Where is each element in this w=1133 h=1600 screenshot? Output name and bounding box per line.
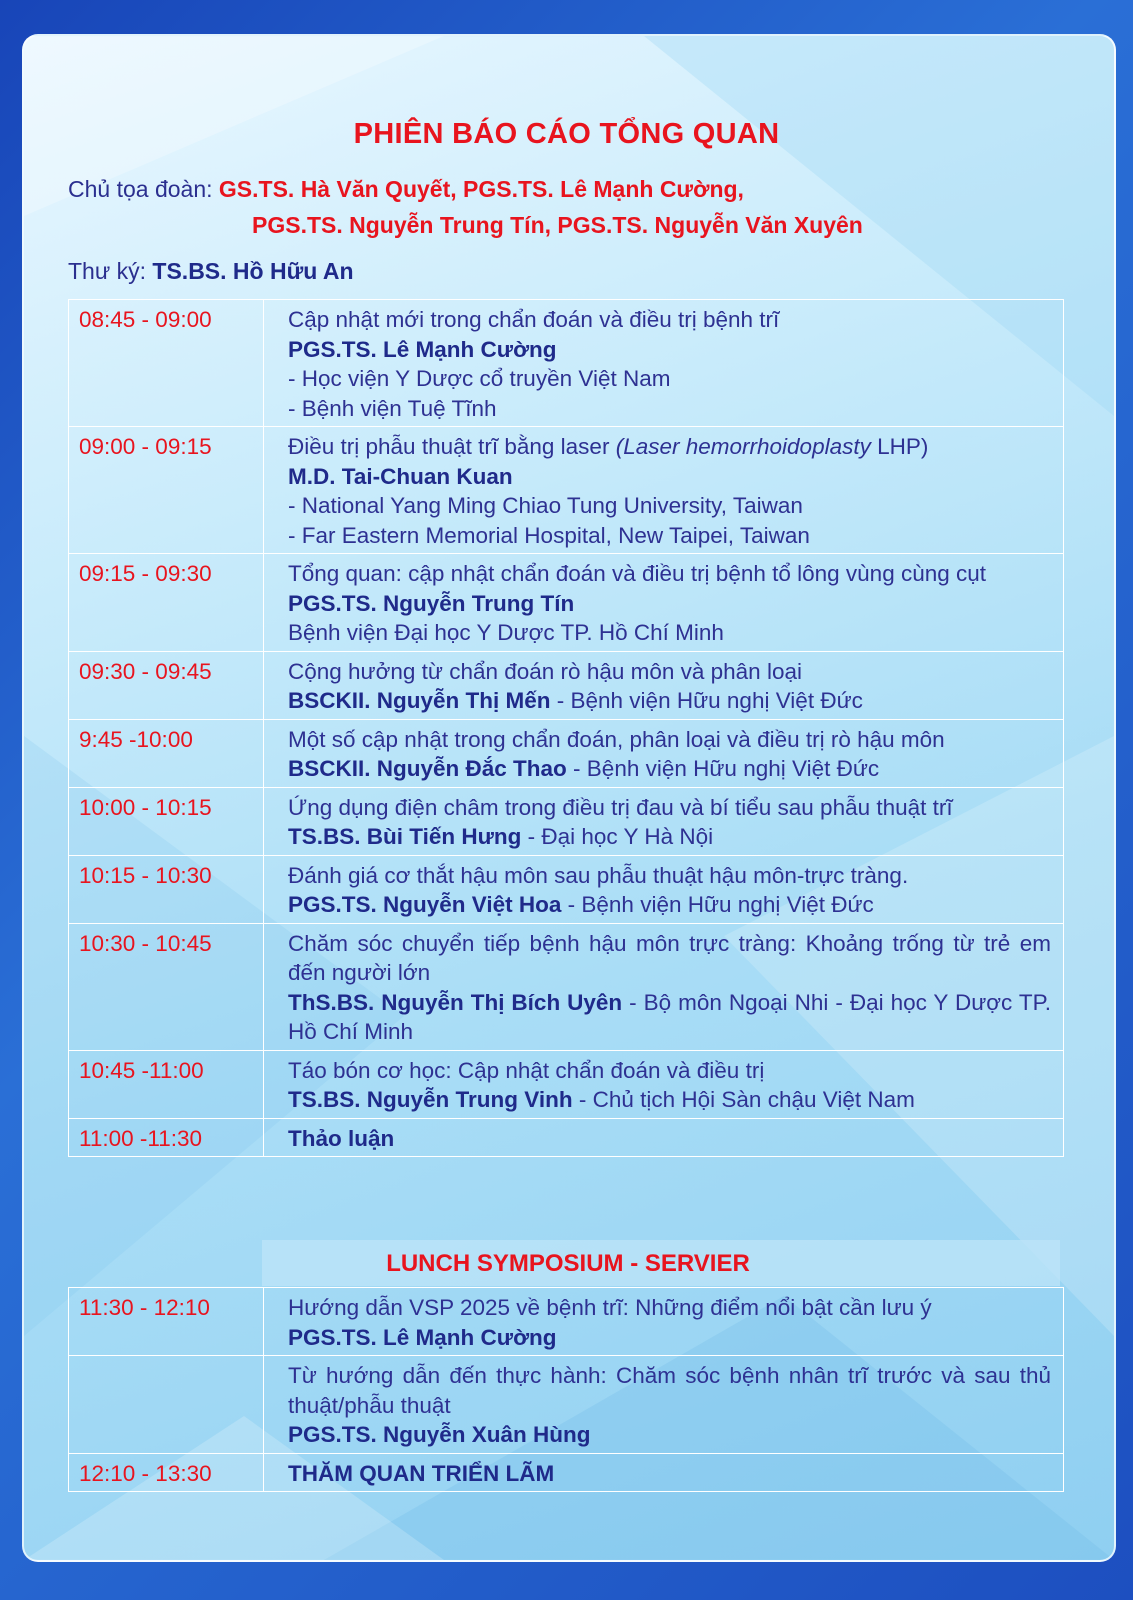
topic-italic: (Laser hemorrhoidoplasty bbox=[615, 434, 871, 459]
table-row bbox=[69, 1050, 1064, 1118]
session-content bbox=[264, 787, 1064, 855]
table-row bbox=[69, 923, 1064, 1050]
session-content bbox=[264, 1288, 1064, 1356]
secretary-label: Thư ký: bbox=[68, 258, 147, 284]
session-speaker: PGS.TS. Lê Mạnh Cường bbox=[288, 1324, 557, 1350]
session-topic: Táo bón cơ học: Cập nhật chẩn đoán và điều trị bbox=[288, 1057, 765, 1083]
lunch-table bbox=[68, 1287, 1064, 1492]
session-content bbox=[264, 300, 1064, 427]
session-time: 09:15 - 09:30 bbox=[69, 554, 264, 652]
session-speaker: TS.BS. Nguyễn Trung Vinh bbox=[288, 1087, 573, 1112]
table-row bbox=[69, 1118, 1064, 1157]
table-row bbox=[69, 719, 1064, 787]
session-time: 10:15 - 10:30 bbox=[69, 855, 264, 923]
session-content bbox=[264, 1050, 1064, 1118]
session-speaker: BSCKII. Nguyễn Đắc Thao bbox=[288, 756, 567, 781]
session-speaker: THĂM QUAN TRIỂN LÃM bbox=[288, 1460, 555, 1486]
session-affiliation: - Bộ môn Ngoại Nhi - Đại học Y Dược TP. Hồ Chí Minh bbox=[288, 989, 1051, 1044]
session-content bbox=[264, 651, 1064, 719]
session-content bbox=[264, 1118, 1064, 1157]
session-time: 08:45 - 09:00 bbox=[69, 300, 264, 427]
session-affiliation: - Bệnh viện Hữu nghị Việt Đức bbox=[550, 688, 863, 713]
table-row bbox=[69, 1453, 1064, 1492]
session-speaker-line bbox=[288, 988, 1051, 1047]
session-topic: Tổng quan: cập nhật chẩn đoán và điều trị bệnh tổ lông vùng cùng cụt bbox=[288, 561, 987, 586]
session-speaker-line bbox=[288, 1085, 1051, 1115]
session-time bbox=[69, 1356, 264, 1454]
session-affiliation: - National Yang Ming Chiao Tung University, Taiwan bbox=[288, 493, 803, 518]
session-affiliation: - Bệnh viện Tuệ Tĩnh bbox=[288, 395, 497, 421]
session-time: 10:30 - 10:45 bbox=[69, 923, 264, 1050]
page-title: PHIÊN BÁO CÁO TỔNG QUAN bbox=[353, 118, 780, 150]
session-time: 10:45 -11:00 bbox=[69, 1050, 264, 1118]
session-topic: Một số cập nhật trong chẩn đoán, phân loại và điều trị rò hậu môn bbox=[288, 726, 945, 752]
session-content bbox=[264, 923, 1064, 1050]
table-row bbox=[69, 787, 1064, 855]
session-speaker: PGS.TS. Nguyễn Việt Hoa bbox=[288, 892, 562, 917]
session-speaker: PGS.TS. Nguyễn Xuân Hùng bbox=[288, 1422, 591, 1447]
chairs-line-1 bbox=[68, 176, 744, 203]
session-time: 09:00 - 09:15 bbox=[69, 427, 264, 554]
session-content bbox=[264, 427, 1064, 554]
session-topic: Hướng dẫn VSP 2025 về bệnh trĩ: Những điểm nổi bật cần lưu ý bbox=[288, 1295, 932, 1320]
session-topic: Ứng dụng điện châm trong điều trị đau và bí tiểu sau phẫu thuật trĩ bbox=[288, 794, 953, 820]
session-time: 12:10 - 13:30 bbox=[69, 1453, 264, 1492]
session-time: 10:00 - 10:15 bbox=[69, 787, 264, 855]
chairs-label: Chủ tọa đoàn: bbox=[68, 176, 213, 202]
session-speaker-line bbox=[288, 754, 1051, 784]
session-content bbox=[264, 1453, 1064, 1492]
session-topic bbox=[288, 432, 1051, 462]
session-affiliation: - Học viện Y Dược cổ truyền Việt Nam bbox=[288, 366, 671, 391]
table-row bbox=[69, 554, 1064, 652]
session-time: 9:45 -10:00 bbox=[69, 719, 264, 787]
topic-tail: LHP) bbox=[877, 434, 929, 459]
session-content bbox=[264, 855, 1064, 923]
session-topic: Cập nhật mới trong chẩn đoán và điều trị bệnh trĩ bbox=[288, 307, 780, 332]
schedule-table bbox=[68, 299, 1064, 1157]
lunch-title: LUNCH SYMPOSIUM - SERVIER bbox=[386, 1250, 750, 1277]
session-time: 11:00 -11:30 bbox=[69, 1118, 264, 1157]
session-topic: Đánh giá cơ thắt hậu môn sau phẫu thuật hậu môn-trực tràng. bbox=[288, 862, 909, 888]
session-content bbox=[264, 719, 1064, 787]
session-speaker: PGS.TS. Lê Mạnh Cường bbox=[288, 336, 557, 362]
chairs-line-2 bbox=[252, 212, 863, 239]
session-speaker-line bbox=[288, 686, 1051, 716]
session-speaker: TS.BS. Bùi Tiến Hưng bbox=[288, 824, 522, 849]
session-affiliation: - Chủ tịch Hội Sàn chậu Việt Nam bbox=[572, 1087, 915, 1112]
table-row bbox=[69, 1288, 1064, 1356]
session-speaker: Thảo luận bbox=[288, 1125, 395, 1151]
session-affiliation: - Far Eastern Memorial Hospital, New Taipei, Taiwan bbox=[288, 522, 810, 548]
session-topic: Cộng hưởng từ chẩn đoán rò hậu môn và phân loại bbox=[288, 658, 802, 684]
table-row bbox=[69, 1356, 1064, 1454]
table-row bbox=[69, 427, 1064, 554]
table-row bbox=[69, 651, 1064, 719]
secretary-name: TS.BS. Hồ Hữu An bbox=[152, 258, 354, 284]
session-speaker: M.D. Tai-Chuan Kuan bbox=[288, 463, 513, 489]
topic-text: Điều trị phẫu thuật trĩ bằng laser bbox=[288, 434, 610, 459]
chairs-names-1: GS.TS. Hà Văn Quyết, PGS.TS. Lê Mạnh Cường, bbox=[218, 176, 744, 202]
session-speaker: PGS.TS. Nguyễn Trung Tín bbox=[288, 590, 575, 616]
table-row bbox=[69, 300, 1064, 427]
session-affiliation: - Bệnh viện Hữu nghị Việt Đức bbox=[561, 892, 874, 917]
session-affiliation: - Đại học Y Hà Nội bbox=[521, 824, 714, 849]
session-topic: Chăm sóc chuyển tiếp bệnh hậu môn trực tràng: Khoảng trống từ trẻ em đến người lớn bbox=[288, 930, 1051, 985]
chairs-names-2: PGS.TS. Nguyễn Trung Tín, PGS.TS. Nguyễn Văn Xuyên bbox=[252, 212, 863, 238]
session-time: 09:30 - 09:45 bbox=[69, 651, 264, 719]
session-speaker-line bbox=[288, 890, 1051, 920]
session-affiliation: Bệnh viện Đại học Y Dược TP. Hồ Chí Minh bbox=[288, 620, 724, 645]
session-content bbox=[264, 554, 1064, 652]
session-speaker: BSCKII. Nguyễn Thị Mến bbox=[288, 688, 551, 713]
table-row bbox=[69, 855, 1064, 923]
session-speaker-line bbox=[288, 822, 1051, 852]
session-topic: Từ hướng dẫn đến thực hành: Chăm sóc bệnh nhân trĩ trước và sau thủ thuật/phẫu thuật bbox=[288, 1363, 1051, 1418]
session-time: 11:30 - 12:10 bbox=[69, 1288, 264, 1356]
session-content bbox=[264, 1356, 1064, 1454]
secretary-line bbox=[68, 258, 354, 285]
session-affiliation: - Bệnh viện Hữu nghị Việt Đức bbox=[566, 756, 880, 781]
session-speaker: ThS.BS. Nguyễn Thị Bích Uyên bbox=[288, 989, 623, 1015]
